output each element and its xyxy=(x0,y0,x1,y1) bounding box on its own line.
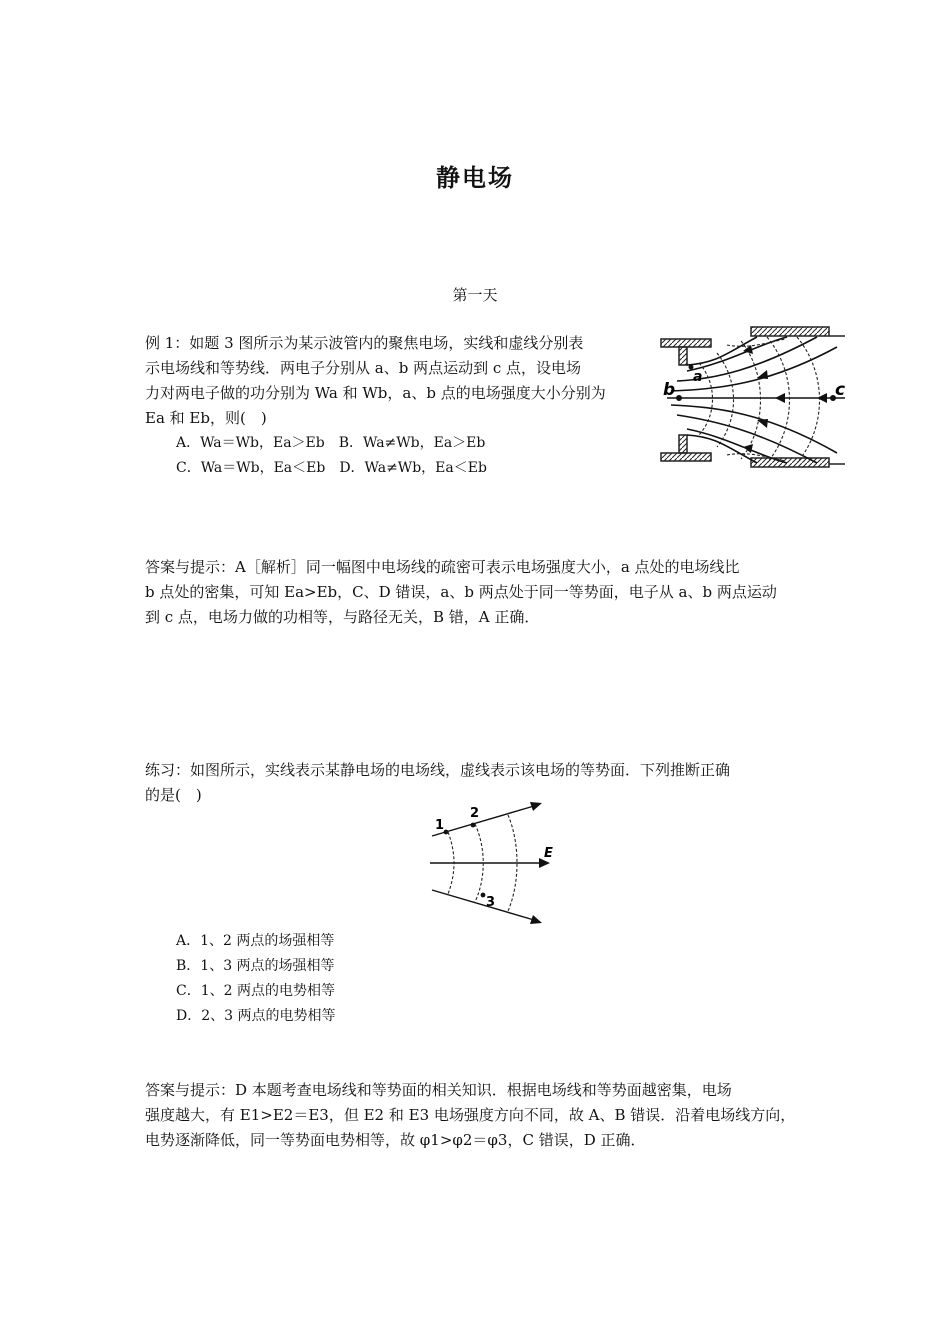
answer-line: 答案与提示：A［解析］同一幅图中电场线的疏密可表示电场强度大小，a 点处的电场线比 xyxy=(145,558,740,576)
field-arrows xyxy=(743,345,827,453)
question-line: 的是( ) xyxy=(145,786,202,804)
point-1-dot xyxy=(444,830,449,835)
example1-question xyxy=(145,331,645,431)
label-b: b xyxy=(663,380,676,400)
label-a: a xyxy=(693,369,703,385)
point-3-dot xyxy=(481,893,486,898)
label-c: c xyxy=(835,380,846,400)
page-title: 静电场 xyxy=(436,163,514,192)
field-lines xyxy=(667,337,845,463)
point-2-dot xyxy=(471,823,476,828)
option-line: C．Wa＝Wb，Ea＜Eb D．Wa≠Wb，Ea＜Eb xyxy=(176,460,487,476)
point-b-dot xyxy=(676,395,682,401)
exercise-answer xyxy=(145,1078,825,1153)
label-2: 2 xyxy=(470,806,480,821)
question-line: Ea 和 Eb，则( ) xyxy=(145,409,267,427)
question-line: 示电场线和等势线．两电子分别从 a、b 两点运动到 c 点，设电场 xyxy=(145,359,582,377)
answer-line: 强度越大，有 E1>E2＝E3，但 E2 和 E3 电场强度方向不同，故 A、B 错误．沿着电场线方向， xyxy=(145,1106,796,1124)
electrode-plates xyxy=(661,327,845,467)
equipotential-lines xyxy=(699,337,820,463)
exercise-options xyxy=(176,929,576,1029)
answer-line: 答案与提示：D 本题考查电场线和等势面的相关知识．根据电场线和等势面越密集，电场 xyxy=(145,1081,732,1099)
label-1: 1 xyxy=(435,818,445,833)
field-lines-figure xyxy=(420,798,570,924)
label-E: E xyxy=(544,846,553,861)
option-line: B．1、3 两点的场强相等 xyxy=(176,958,335,974)
day-heading: 第一天 xyxy=(452,286,498,304)
focusing-field-figure xyxy=(657,323,849,471)
option-line: C．1、2 两点的电势相等 xyxy=(176,983,335,999)
question-line: 力对两电子做的功分别为 Wa 和 Wb，a、b 点的电场强度大小分别为 xyxy=(145,384,606,402)
answer-line: 到 c 点，电场力做的功相等，与路径无关，B 错，A 正确． xyxy=(145,608,540,626)
example1-answer xyxy=(145,555,825,630)
question-line: 例 1：如题 3 图所示为某示波管内的聚焦电场，实线和虚线分别表 xyxy=(145,334,584,352)
example1-options xyxy=(176,431,636,481)
option-line: A．1、2 两点的场强相等 xyxy=(176,933,335,949)
answer-line: b 点处的密集，可知 Ea>Eb，C、D 错误，a、b 两点处于同一等势面，电子从 a、b 两点运动 xyxy=(145,583,777,601)
answer-line: 电势逐渐降低，同一等势面电势相等，故 φ1>φ2＝φ3，C 错误，D 正确． xyxy=(145,1131,646,1149)
option-line: A．Wa＝Wb，Ea＞Eb B．Wa≠Wb，Ea＞Eb xyxy=(176,435,486,451)
label-3: 3 xyxy=(486,895,496,910)
question-line: 练习：如图所示，实线表示某静电场的电场线，虚线表示该电场的等势面．下列推断正确 xyxy=(145,761,731,779)
option-line: D．2、3 两点的电势相等 xyxy=(176,1008,336,1024)
